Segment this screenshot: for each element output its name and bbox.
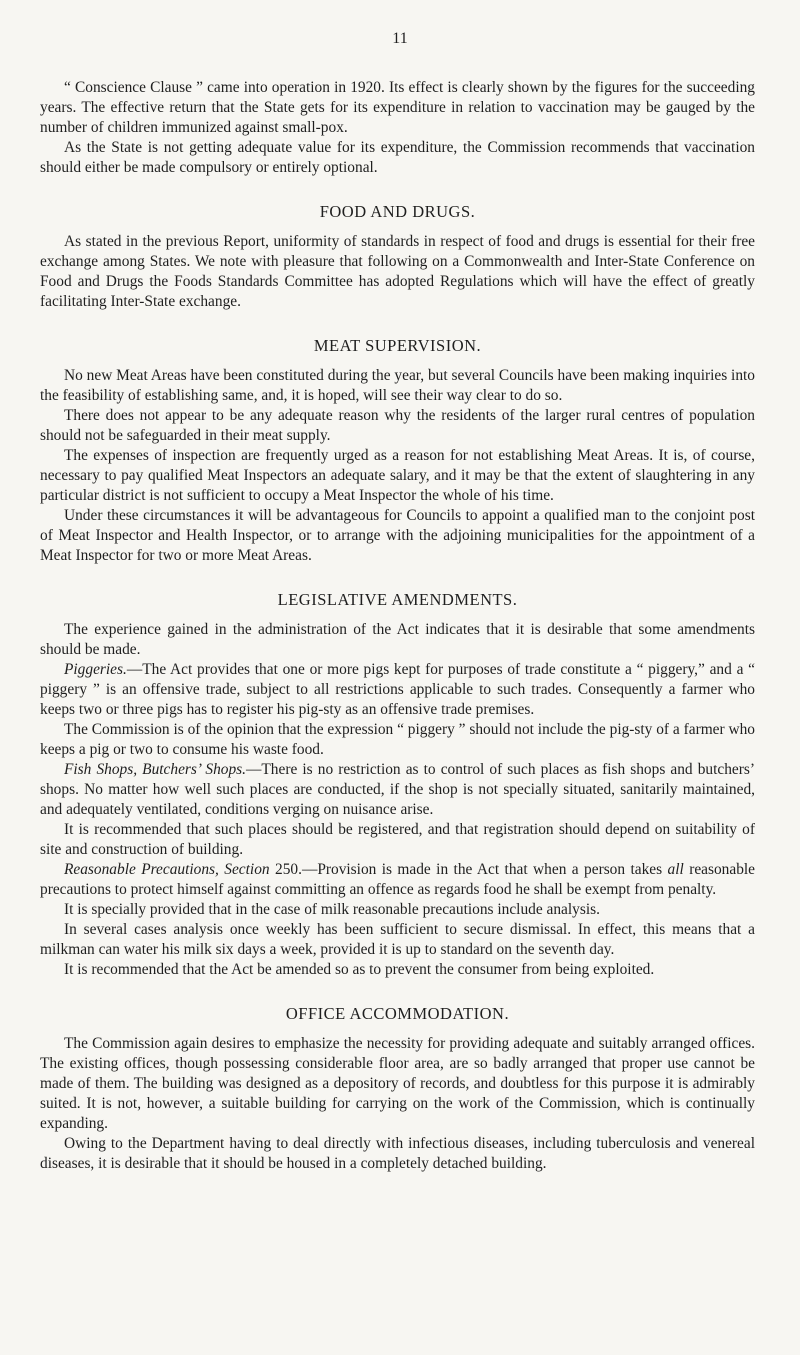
paragraph — [40, 860, 755, 900]
paragraph: Under these circumstances it will be advantageous for Councils to appoint a qualified man to the conjoint post of Meat Inspector and Health Inspector, or to arrange with the adjoining municipalities for the appointment of a Meat Inspector for two or more Meat Areas. — [40, 507, 755, 564]
paragraph: The Commission again desires to emphasize the necessity for providing adequate and suitably arranged offices. The existing offices, though possessing considerable floor area, are so badly arranged that proper use cannot be made of them. The building was designed as a depository of records, and doubtless for this purpose it is admirably suited. It is not, however, a suitable building for carrying on the work of the Commission, which is continually expanding. — [40, 1035, 755, 1132]
paragraph: As stated in the previous Report, uniformity of standards in respect of food and drugs is essential for their free exchange among States. We note with pleasure that following on a Commonwealth and Inter-State Conference on Food and Drugs the Foods Standards Committee has adopted Regulations which will have the effect of greatly facilitating Inter-State exchange. — [40, 233, 755, 310]
meat-supervision-section — [40, 336, 755, 566]
paragraph — [40, 660, 755, 720]
paragraph: The expenses of inspection are frequently urged as a reason for not establishing Meat Areas. It is, of course, necessary to pay qualified Meat Inspectors an adequate salary, and it may be that the extent of slaughtering in any particular district is not sufficient to occupy a Meat Inspector the whole of his time. — [40, 447, 755, 504]
paragraph-label: Piggeries. — [64, 661, 127, 678]
section-heading: MEAT SUPERVISION. — [313, 336, 482, 355]
section-heading: LEGISLATIVE AMENDMENTS. — [277, 590, 518, 609]
paragraph-text: —The Act provides that one or more pigs kept for purposes of trade constitute a “ piggery,” and a “ piggery ” is an offensive trade, subject to all restrictions applicable to such trades. Consequently a farmer who keeps two or three pigs has to register his pig-sty as an offensive trade premises. — [40, 661, 755, 718]
office-accommodation-section — [40, 1004, 755, 1174]
paragraph: The experience gained in the administration of the Act indicates that it is desirable that some amendments should be made. — [40, 621, 755, 658]
paragraph: As the State is not getting adequate value for its expenditure, the Commission recommends that vaccination should either be made compulsory or entirely optional. — [40, 139, 755, 176]
legislative-amendments-section — [40, 590, 755, 980]
section-heading: FOOD AND DRUGS. — [319, 202, 476, 221]
paragraph: The Commission is of the opinion that the expression “ piggery ” should not include the pig-sty of a farmer who keeps a pig or two to consume his waste food. — [40, 721, 755, 758]
paragraph: There does not appear to be any adequate reason why the residents of the larger rural centres of population should not be safeguarded in their meat supply. — [40, 407, 755, 444]
paragraph: It is recommended that such places should be registered, and that registration should depend on suitability of site and construction of building. — [40, 821, 755, 858]
paragraph-text: 250.—Provision is made in the Act that when a person takes — [269, 861, 668, 878]
intro-section — [40, 78, 755, 178]
paragraph-text: —There is no restriction as to control of such places as fish shops and butchers’ shops. No matter how well such places are conducted, if the shop is not specially situated, sanitarily maintained, and adequately ventilated, conditions verging on nuisance arise. — [40, 761, 755, 818]
paragraph-label: Reasonable Precautions, Section — [64, 861, 270, 878]
paragraph: No new Meat Areas have been constituted during the year, but several Councils have been making inquiries into the feasibility of establishing same, and, it is hoped, will see their way clear to do so. — [40, 367, 755, 404]
paragraph — [40, 760, 755, 820]
paragraph: Owing to the Department having to deal directly with infectious diseases, including tuberculosis and venereal diseases, it is desirable that it should be housed in a completely detached building. — [40, 1135, 755, 1172]
paragraph-text: reasonable precautions to protect himself against committing an offence as regards food he shall be exempt from penalty. — [40, 861, 755, 898]
page-number: 11 — [392, 30, 408, 47]
emphasis: all — [667, 861, 684, 878]
paragraph: It is specially provided that in the case of milk reasonable precautions include analysis. — [64, 901, 600, 918]
food-and-drugs-section — [40, 202, 755, 312]
document-body — [40, 78, 755, 1174]
paragraph: “ Conscience Clause ” came into operation in 1920. Its effect is clearly shown by the figures for the succeeding years. The effective return that the State gets for its expenditure in relation to vaccination may be gauged by the number of children immunized against small-pox. — [40, 79, 755, 136]
paragraph-label: Fish Shops, Butchers’ Shops. — [64, 761, 247, 778]
paragraph: It is recommended that the Act be amended so as to prevent the consumer from being exploited. — [64, 961, 655, 978]
section-heading: OFFICE ACCOMMODATION. — [285, 1004, 510, 1023]
paragraph: In several cases analysis once weekly has been sufficient to secure dismissal. In effect, this means that a milkman can water his milk six days a week, provided it is up to standard on the seventh day. — [40, 921, 755, 958]
